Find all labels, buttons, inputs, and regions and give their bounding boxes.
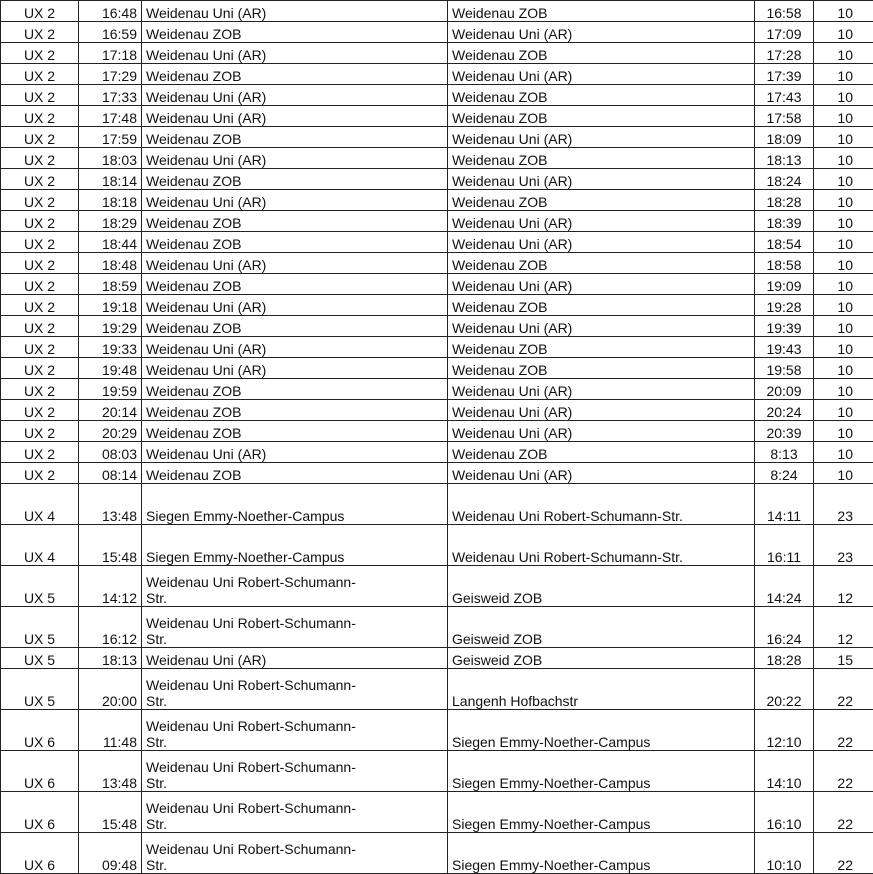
duration-cell: 10 bbox=[814, 85, 873, 106]
arrival-cell: 18:24 bbox=[755, 169, 814, 190]
spacer-cell bbox=[371, 400, 448, 421]
table-row bbox=[1, 525, 873, 566]
departure-cell: 16:12 bbox=[79, 607, 142, 648]
origin-cell: Weidenau Uni (AR) bbox=[142, 295, 371, 316]
table-row bbox=[1, 127, 873, 148]
duration-cell: 10 bbox=[814, 274, 873, 295]
spacer-cell bbox=[371, 484, 448, 525]
spacer-cell bbox=[371, 566, 448, 607]
spacer-cell bbox=[371, 669, 448, 710]
duration-cell: 22 bbox=[814, 751, 873, 792]
arrival-cell: 19:28 bbox=[755, 295, 814, 316]
departure-cell: 18:48 bbox=[79, 253, 142, 274]
destination-cell: Weidenau Uni Robert-Schumann-Str. bbox=[448, 525, 755, 566]
line-cell: UX 2 bbox=[1, 316, 79, 337]
departure-cell: 18:14 bbox=[79, 169, 142, 190]
duration-cell: 23 bbox=[814, 484, 873, 525]
line-cell: UX 2 bbox=[1, 85, 79, 106]
arrival-cell: 18:13 bbox=[755, 148, 814, 169]
table-row bbox=[1, 85, 873, 106]
departure-cell: 18:59 bbox=[79, 274, 142, 295]
duration-cell: 15 bbox=[814, 648, 873, 669]
table-row bbox=[1, 484, 873, 525]
arrival-cell: 20:24 bbox=[755, 400, 814, 421]
line-cell: UX 2 bbox=[1, 463, 79, 484]
duration-cell: 10 bbox=[814, 64, 873, 85]
duration-cell: 10 bbox=[814, 169, 873, 190]
line-cell: UX 4 bbox=[1, 484, 79, 525]
duration-cell: 10 bbox=[814, 1, 873, 22]
duration-cell: 10 bbox=[814, 106, 873, 127]
departure-cell: 17:33 bbox=[79, 85, 142, 106]
origin-cell: Siegen Emmy-Noether-Campus bbox=[142, 484, 371, 525]
origin-cell: Weidenau ZOB bbox=[142, 463, 371, 484]
destination-cell: Weidenau Uni (AR) bbox=[448, 379, 755, 400]
departure-cell: 17:59 bbox=[79, 127, 142, 148]
origin-cell: Weidenau Uni Robert-Schumann-Str. bbox=[142, 751, 371, 792]
duration-cell: 10 bbox=[814, 211, 873, 232]
origin-cell: Weidenau ZOB bbox=[142, 211, 371, 232]
table-row bbox=[1, 379, 873, 400]
origin-cell: Weidenau ZOB bbox=[142, 232, 371, 253]
arrival-cell: 19:58 bbox=[755, 358, 814, 379]
table-row bbox=[1, 316, 873, 337]
origin-cell: Weidenau ZOB bbox=[142, 274, 371, 295]
arrival-cell: 18:28 bbox=[755, 648, 814, 669]
arrival-cell: 16:10 bbox=[755, 792, 814, 833]
destination-cell: Weidenau Uni (AR) bbox=[448, 22, 755, 43]
arrival-cell: 19:43 bbox=[755, 337, 814, 358]
line-cell: UX 2 bbox=[1, 169, 79, 190]
line-cell: UX 2 bbox=[1, 358, 79, 379]
duration-cell: 22 bbox=[814, 710, 873, 751]
arrival-cell: 18:09 bbox=[755, 127, 814, 148]
line-cell: UX 2 bbox=[1, 295, 79, 316]
duration-cell: 10 bbox=[814, 337, 873, 358]
origin-cell: Weidenau ZOB bbox=[142, 22, 371, 43]
destination-cell: Weidenau ZOB bbox=[448, 295, 755, 316]
duration-cell: 10 bbox=[814, 43, 873, 64]
origin-cell: Weidenau ZOB bbox=[142, 169, 371, 190]
table-row bbox=[1, 43, 873, 64]
departure-cell: 19:29 bbox=[79, 316, 142, 337]
spacer-cell bbox=[371, 211, 448, 232]
departure-cell: 17:48 bbox=[79, 106, 142, 127]
origin-cell: Weidenau Uni (AR) bbox=[142, 358, 371, 379]
destination-cell: Langenh Hofbachstr bbox=[448, 669, 755, 710]
origin-cell: Weidenau ZOB bbox=[142, 400, 371, 421]
spacer-cell bbox=[371, 295, 448, 316]
table-row bbox=[1, 710, 873, 751]
duration-cell: 22 bbox=[814, 669, 873, 710]
arrival-cell: 14:11 bbox=[755, 484, 814, 525]
spacer-cell bbox=[371, 1, 448, 22]
arrival-cell: 14:24 bbox=[755, 566, 814, 607]
line-cell: UX 2 bbox=[1, 379, 79, 400]
destination-cell: Weidenau ZOB bbox=[448, 1, 755, 22]
origin-cell: Weidenau Uni (AR) bbox=[142, 85, 371, 106]
arrival-cell: 16:24 bbox=[755, 607, 814, 648]
table-row bbox=[1, 169, 873, 190]
origin-cell: Weidenau Uni (AR) bbox=[142, 148, 371, 169]
line-cell: UX 2 bbox=[1, 421, 79, 442]
line-cell: UX 2 bbox=[1, 1, 79, 22]
departure-cell: 16:48 bbox=[79, 1, 142, 22]
origin-cell: Weidenau Uni Robert-Schumann-Str. bbox=[142, 710, 371, 751]
table-row bbox=[1, 337, 873, 358]
duration-cell: 10 bbox=[814, 22, 873, 43]
line-cell: UX 4 bbox=[1, 525, 79, 566]
spacer-cell bbox=[371, 127, 448, 148]
arrival-cell: 18:39 bbox=[755, 211, 814, 232]
table-row bbox=[1, 211, 873, 232]
spacer-cell bbox=[371, 43, 448, 64]
line-cell: UX 2 bbox=[1, 400, 79, 421]
origin-cell: Weidenau Uni Robert-Schumann-Str. bbox=[142, 669, 371, 710]
origin-cell: Weidenau ZOB bbox=[142, 127, 371, 148]
table-row bbox=[1, 148, 873, 169]
destination-cell: Weidenau ZOB bbox=[448, 358, 755, 379]
departure-cell: 19:48 bbox=[79, 358, 142, 379]
arrival-cell: 17:39 bbox=[755, 64, 814, 85]
destination-cell: Weidenau ZOB bbox=[448, 337, 755, 358]
spacer-cell bbox=[371, 379, 448, 400]
departure-cell: 11:48 bbox=[79, 710, 142, 751]
duration-cell: 10 bbox=[814, 127, 873, 148]
spacer-cell bbox=[371, 792, 448, 833]
line-cell: UX 2 bbox=[1, 148, 79, 169]
arrival-cell: 17:43 bbox=[755, 85, 814, 106]
arrival-cell: 18:58 bbox=[755, 253, 814, 274]
origin-cell: Weidenau ZOB bbox=[142, 379, 371, 400]
duration-cell: 10 bbox=[814, 148, 873, 169]
line-cell: UX 2 bbox=[1, 64, 79, 85]
spacer-cell bbox=[371, 337, 448, 358]
spacer-cell bbox=[371, 358, 448, 379]
spacer-cell bbox=[371, 463, 448, 484]
arrival-cell: 17:09 bbox=[755, 22, 814, 43]
spacer-cell bbox=[371, 442, 448, 463]
destination-cell: Siegen Emmy-Noether-Campus bbox=[448, 833, 755, 874]
departure-cell: 19:18 bbox=[79, 295, 142, 316]
duration-cell: 12 bbox=[814, 607, 873, 648]
timetable-body bbox=[1, 1, 873, 874]
destination-cell: Weidenau Uni Robert-Schumann-Str. bbox=[448, 484, 755, 525]
origin-cell: Weidenau Uni (AR) bbox=[142, 190, 371, 211]
departure-cell: 19:33 bbox=[79, 337, 142, 358]
table-row bbox=[1, 22, 873, 43]
table-row bbox=[1, 295, 873, 316]
destination-cell: Siegen Emmy-Noether-Campus bbox=[448, 751, 755, 792]
origin-cell: Weidenau Uni (AR) bbox=[142, 648, 371, 669]
destination-cell: Weidenau ZOB bbox=[448, 442, 755, 463]
duration-cell: 10 bbox=[814, 295, 873, 316]
table-row bbox=[1, 190, 873, 211]
departure-cell: 08:03 bbox=[79, 442, 142, 463]
destination-cell: Weidenau ZOB bbox=[448, 43, 755, 64]
line-cell: UX 6 bbox=[1, 833, 79, 874]
line-cell: UX 5 bbox=[1, 566, 79, 607]
duration-cell: 10 bbox=[814, 253, 873, 274]
line-cell: UX 5 bbox=[1, 669, 79, 710]
table-row bbox=[1, 106, 873, 127]
table-row bbox=[1, 833, 873, 874]
table-row bbox=[1, 358, 873, 379]
origin-cell: Weidenau ZOB bbox=[142, 316, 371, 337]
destination-cell: Geisweid ZOB bbox=[448, 648, 755, 669]
spacer-cell bbox=[371, 274, 448, 295]
duration-cell: 10 bbox=[814, 316, 873, 337]
table-row bbox=[1, 648, 873, 669]
departure-cell: 14:12 bbox=[79, 566, 142, 607]
arrival-cell: 14:10 bbox=[755, 751, 814, 792]
spacer-cell bbox=[371, 525, 448, 566]
table-row bbox=[1, 253, 873, 274]
origin-cell: Weidenau Uni (AR) bbox=[142, 253, 371, 274]
departure-cell: 15:48 bbox=[79, 525, 142, 566]
arrival-cell: 17:58 bbox=[755, 106, 814, 127]
arrival-cell: 12:10 bbox=[755, 710, 814, 751]
line-cell: UX 2 bbox=[1, 127, 79, 148]
destination-cell: Siegen Emmy-Noether-Campus bbox=[448, 710, 755, 751]
origin-cell: Weidenau Uni (AR) bbox=[142, 106, 371, 127]
departure-cell: 18:03 bbox=[79, 148, 142, 169]
spacer-cell bbox=[371, 833, 448, 874]
destination-cell: Geisweid ZOB bbox=[448, 607, 755, 648]
duration-cell: 12 bbox=[814, 566, 873, 607]
destination-cell: Weidenau ZOB bbox=[448, 85, 755, 106]
departure-cell: 18:13 bbox=[79, 648, 142, 669]
destination-cell: Weidenau Uni (AR) bbox=[448, 274, 755, 295]
destination-cell: Weidenau Uni (AR) bbox=[448, 127, 755, 148]
destination-cell: Weidenau Uni (AR) bbox=[448, 232, 755, 253]
duration-cell: 10 bbox=[814, 463, 873, 484]
line-cell: UX 6 bbox=[1, 792, 79, 833]
line-cell: UX 2 bbox=[1, 211, 79, 232]
arrival-cell: 17:28 bbox=[755, 43, 814, 64]
destination-cell: Siegen Emmy-Noether-Campus bbox=[448, 792, 755, 833]
arrival-cell: 8:24 bbox=[755, 463, 814, 484]
duration-cell: 10 bbox=[814, 232, 873, 253]
spacer-cell bbox=[371, 607, 448, 648]
table-row bbox=[1, 274, 873, 295]
spacer-cell bbox=[371, 751, 448, 792]
origin-cell: Weidenau Uni Robert-Schumann-Str. bbox=[142, 607, 371, 648]
origin-cell: Weidenau Uni Robert-Schumann-Str. bbox=[142, 833, 371, 874]
table-row bbox=[1, 463, 873, 484]
arrival-cell: 19:09 bbox=[755, 274, 814, 295]
line-cell: UX 2 bbox=[1, 43, 79, 64]
spacer-cell bbox=[371, 316, 448, 337]
line-cell: UX 2 bbox=[1, 106, 79, 127]
arrival-cell: 18:28 bbox=[755, 190, 814, 211]
line-cell: UX 2 bbox=[1, 232, 79, 253]
table-row bbox=[1, 607, 873, 648]
table-row bbox=[1, 566, 873, 607]
spacer-cell bbox=[371, 710, 448, 751]
line-cell: UX 2 bbox=[1, 337, 79, 358]
spacer-cell bbox=[371, 421, 448, 442]
line-cell: UX 6 bbox=[1, 710, 79, 751]
line-cell: UX 5 bbox=[1, 648, 79, 669]
spacer-cell bbox=[371, 22, 448, 43]
spacer-cell bbox=[371, 85, 448, 106]
destination-cell: Weidenau ZOB bbox=[448, 106, 755, 127]
departure-cell: 20:00 bbox=[79, 669, 142, 710]
duration-cell: 22 bbox=[814, 792, 873, 833]
departure-cell: 13:48 bbox=[79, 751, 142, 792]
destination-cell: Weidenau Uni (AR) bbox=[448, 169, 755, 190]
table-row bbox=[1, 1, 873, 22]
destination-cell: Weidenau ZOB bbox=[448, 190, 755, 211]
destination-cell: Geisweid ZOB bbox=[448, 566, 755, 607]
duration-cell: 10 bbox=[814, 421, 873, 442]
departure-cell: 09:48 bbox=[79, 833, 142, 874]
departure-cell: 20:14 bbox=[79, 400, 142, 421]
spacer-cell bbox=[371, 190, 448, 211]
origin-cell: Weidenau Uni (AR) bbox=[142, 1, 371, 22]
line-cell: UX 2 bbox=[1, 253, 79, 274]
duration-cell: 10 bbox=[814, 379, 873, 400]
destination-cell: Weidenau ZOB bbox=[448, 148, 755, 169]
arrival-cell: 20:22 bbox=[755, 669, 814, 710]
table-row bbox=[1, 669, 873, 710]
origin-cell: Weidenau Uni Robert-Schumann-Str. bbox=[142, 792, 371, 833]
line-cell: UX 5 bbox=[1, 607, 79, 648]
arrival-cell: 20:09 bbox=[755, 379, 814, 400]
duration-cell: 10 bbox=[814, 442, 873, 463]
destination-cell: Weidenau ZOB bbox=[448, 253, 755, 274]
destination-cell: Weidenau Uni (AR) bbox=[448, 400, 755, 421]
line-cell: UX 6 bbox=[1, 751, 79, 792]
destination-cell: Weidenau Uni (AR) bbox=[448, 421, 755, 442]
destination-cell: Weidenau Uni (AR) bbox=[448, 316, 755, 337]
departure-cell: 18:18 bbox=[79, 190, 142, 211]
line-cell: UX 2 bbox=[1, 22, 79, 43]
arrival-cell: 16:58 bbox=[755, 1, 814, 22]
departure-cell: 16:59 bbox=[79, 22, 142, 43]
duration-cell: 22 bbox=[814, 833, 873, 874]
departure-cell: 17:29 bbox=[79, 64, 142, 85]
table-row bbox=[1, 400, 873, 421]
destination-cell: Weidenau Uni (AR) bbox=[448, 211, 755, 232]
table-row bbox=[1, 442, 873, 463]
arrival-cell: 10:10 bbox=[755, 833, 814, 874]
arrival-cell: 20:39 bbox=[755, 421, 814, 442]
departure-cell: 18:44 bbox=[79, 232, 142, 253]
line-cell: UX 2 bbox=[1, 190, 79, 211]
spacer-cell bbox=[371, 232, 448, 253]
departure-cell: 18:29 bbox=[79, 211, 142, 232]
line-cell: UX 2 bbox=[1, 274, 79, 295]
destination-cell: Weidenau Uni (AR) bbox=[448, 64, 755, 85]
origin-cell: Weidenau Uni (AR) bbox=[142, 43, 371, 64]
table-row bbox=[1, 64, 873, 85]
duration-cell: 10 bbox=[814, 190, 873, 211]
origin-cell: Weidenau Uni (AR) bbox=[142, 442, 371, 463]
duration-cell: 10 bbox=[814, 400, 873, 421]
arrival-cell: 16:11 bbox=[755, 525, 814, 566]
spacer-cell bbox=[371, 648, 448, 669]
spacer-cell bbox=[371, 169, 448, 190]
origin-cell: Weidenau ZOB bbox=[142, 64, 371, 85]
departure-cell: 20:29 bbox=[79, 421, 142, 442]
table-row bbox=[1, 751, 873, 792]
spacer-cell bbox=[371, 253, 448, 274]
departure-cell: 13:48 bbox=[79, 484, 142, 525]
duration-cell: 23 bbox=[814, 525, 873, 566]
duration-cell: 10 bbox=[814, 358, 873, 379]
origin-cell: Weidenau ZOB bbox=[142, 421, 371, 442]
line-cell: UX 2 bbox=[1, 442, 79, 463]
spacer-cell bbox=[371, 64, 448, 85]
spacer-cell bbox=[371, 148, 448, 169]
arrival-cell: 19:39 bbox=[755, 316, 814, 337]
table-row bbox=[1, 792, 873, 833]
origin-cell: Weidenau Uni (AR) bbox=[142, 337, 371, 358]
spacer-cell bbox=[371, 106, 448, 127]
arrival-cell: 18:54 bbox=[755, 232, 814, 253]
departure-cell: 17:18 bbox=[79, 43, 142, 64]
departure-cell: 15:48 bbox=[79, 792, 142, 833]
destination-cell: Weidenau Uni (AR) bbox=[448, 463, 755, 484]
origin-cell: Weidenau Uni Robert-Schumann-Str. bbox=[142, 566, 371, 607]
table-row bbox=[1, 421, 873, 442]
arrival-cell: 8:13 bbox=[755, 442, 814, 463]
departure-cell: 08:14 bbox=[79, 463, 142, 484]
origin-cell: Siegen Emmy-Noether-Campus bbox=[142, 525, 371, 566]
table-row bbox=[1, 232, 873, 253]
departure-cell: 19:59 bbox=[79, 379, 142, 400]
